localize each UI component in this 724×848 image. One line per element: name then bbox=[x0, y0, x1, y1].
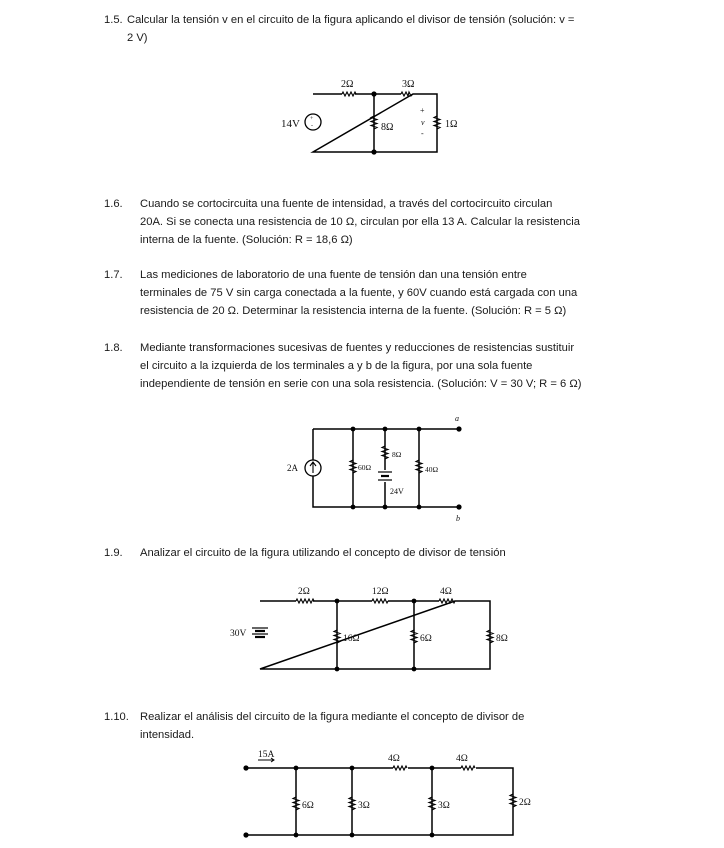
svg-text:+: + bbox=[310, 116, 314, 122]
resistor-6ohm-zigzag bbox=[411, 630, 417, 643]
resistor-label: 8Ω bbox=[381, 122, 394, 133]
resistor-8ohm-zigzag bbox=[487, 630, 493, 643]
problem-text-line: Analizar el circuito de la figura utilizando el concepto de divisor de tensión bbox=[140, 547, 506, 559]
resistor-label: 4Ω bbox=[440, 587, 452, 597]
resistor-label: 3Ω bbox=[402, 79, 415, 90]
problem-number: 1.9. bbox=[104, 547, 123, 559]
circuit-1-9 bbox=[226, 582, 526, 677]
terminal-b bbox=[456, 504, 461, 509]
voltage-v-label: v bbox=[421, 118, 425, 127]
resistor-8ohm-zigzag bbox=[382, 446, 388, 459]
resistor-60ohm-zigzag bbox=[350, 460, 356, 473]
resistor-label: 4Ω bbox=[456, 754, 468, 764]
resistor-label: 6Ω bbox=[420, 634, 432, 644]
resistor-3ohm-zigzag bbox=[401, 92, 413, 96]
problem-number: 1.7. bbox=[104, 269, 123, 281]
problem-text-line: terminales de 75 V sin carga conectada a la fuente, y 60V cuando está cargada con una bbox=[140, 287, 578, 299]
source-label: 30V bbox=[230, 629, 247, 639]
polarity-plus: + bbox=[420, 106, 425, 115]
problem-text-line: Mediante transformaciones sucesivas de fuentes y reducciones de resistencias sustituir bbox=[140, 342, 575, 354]
problem-number: 1.6. bbox=[104, 198, 123, 210]
resistor-label: 60Ω bbox=[358, 463, 372, 472]
problem-text-line: Realizar el análisis del circuito de la figura mediante el concepto de divisor de bbox=[140, 711, 525, 723]
terminal-a bbox=[456, 426, 461, 431]
resistor-12ohm-zigzag bbox=[372, 599, 388, 603]
resistor-label: 1Ω bbox=[445, 119, 458, 130]
problem-text-line: 2 V) bbox=[127, 32, 148, 44]
polarity-minus: - bbox=[421, 129, 424, 138]
problem-number: 1.10. bbox=[104, 711, 129, 723]
source-label: 14V bbox=[281, 118, 300, 130]
resistor-label: 16Ω bbox=[343, 634, 360, 644]
resistor-label: 2Ω bbox=[519, 798, 531, 808]
resistor-label: 40Ω bbox=[425, 465, 439, 474]
resistor-label: 4Ω bbox=[388, 754, 400, 764]
resistor-4ohm-zigzag bbox=[393, 766, 407, 770]
resistor-label: 3Ω bbox=[358, 801, 370, 811]
resistor-40ohm-zigzag bbox=[416, 460, 422, 473]
resistor-label: 6Ω bbox=[302, 801, 314, 811]
resistor-2ohm-zigzag bbox=[510, 794, 516, 807]
resistor-8ohm-zigzag bbox=[371, 116, 377, 129]
resistor-2ohm-zigzag bbox=[342, 92, 356, 96]
terminal-a-label: a bbox=[455, 414, 459, 423]
resistor-label: 8Ω bbox=[392, 450, 402, 459]
problem-number: 1.5. bbox=[104, 14, 123, 26]
problem-text-line: Las mediciones de laboratorio de una fuente de tensión dan una tensión entre bbox=[140, 269, 527, 281]
problem-text-line: interna de la fuente. (Solución: R = 18,6 Ω) bbox=[140, 234, 353, 246]
problem-number: 1.8. bbox=[104, 342, 123, 354]
resistor-4ohm-zigzag bbox=[461, 766, 475, 770]
resistor-2ohm-zigzag bbox=[296, 599, 314, 603]
resistor-label: 2Ω bbox=[341, 79, 354, 90]
circuit-1-10 bbox=[236, 746, 536, 846]
resistor-16ohm-zigzag bbox=[334, 630, 340, 643]
resistor-label: 12Ω bbox=[372, 587, 389, 597]
problem-text-line: resistencia de 20 Ω. Determinar la resistencia interna de la fuente. (Solución: R = 5 Ω) bbox=[140, 305, 567, 317]
battery-label: 24V bbox=[390, 487, 404, 496]
problem-text-line: Calcular la tensión v en el circuito de la figura aplicando el divisor de tensión (solución: v = bbox=[127, 14, 575, 26]
circuit-1-5 bbox=[280, 72, 460, 162]
resistor-label: 8Ω bbox=[496, 634, 508, 644]
problem-text-line: Cuando se cortocircuita una fuente de intensidad, a través del cortocircuito circulan bbox=[140, 198, 553, 210]
source-label: 2A bbox=[287, 463, 298, 473]
resistor-3ohm-zigzag bbox=[349, 797, 355, 810]
problem-text-line: el circuito a la izquierda de los terminales a y b de la figura, por una sola fuente bbox=[140, 360, 533, 372]
problem-text-line: 20A. Si se conecta una resistencia de 10 Ω, circulan por ella 13 A. Calcular la resistencia bbox=[140, 216, 580, 228]
terminal-b-label: b bbox=[456, 514, 460, 523]
current-label: 15A bbox=[258, 750, 275, 760]
svg-text:-: - bbox=[311, 123, 313, 129]
resistor-label: 2Ω bbox=[298, 587, 310, 597]
resistor-6ohm-zigzag bbox=[293, 797, 299, 810]
resistor-3ohm-zigzag bbox=[429, 797, 435, 810]
resistor-1ohm-zigzag bbox=[434, 116, 440, 129]
circuit-1-8 bbox=[284, 410, 474, 525]
problem-text-line: independiente de tensión en serie con una sola resistencia. (Solución: V = 30 V; R = 6 Ω) bbox=[140, 378, 582, 390]
resistor-label: 3Ω bbox=[438, 801, 450, 811]
problem-text-line: intensidad. bbox=[140, 729, 195, 741]
